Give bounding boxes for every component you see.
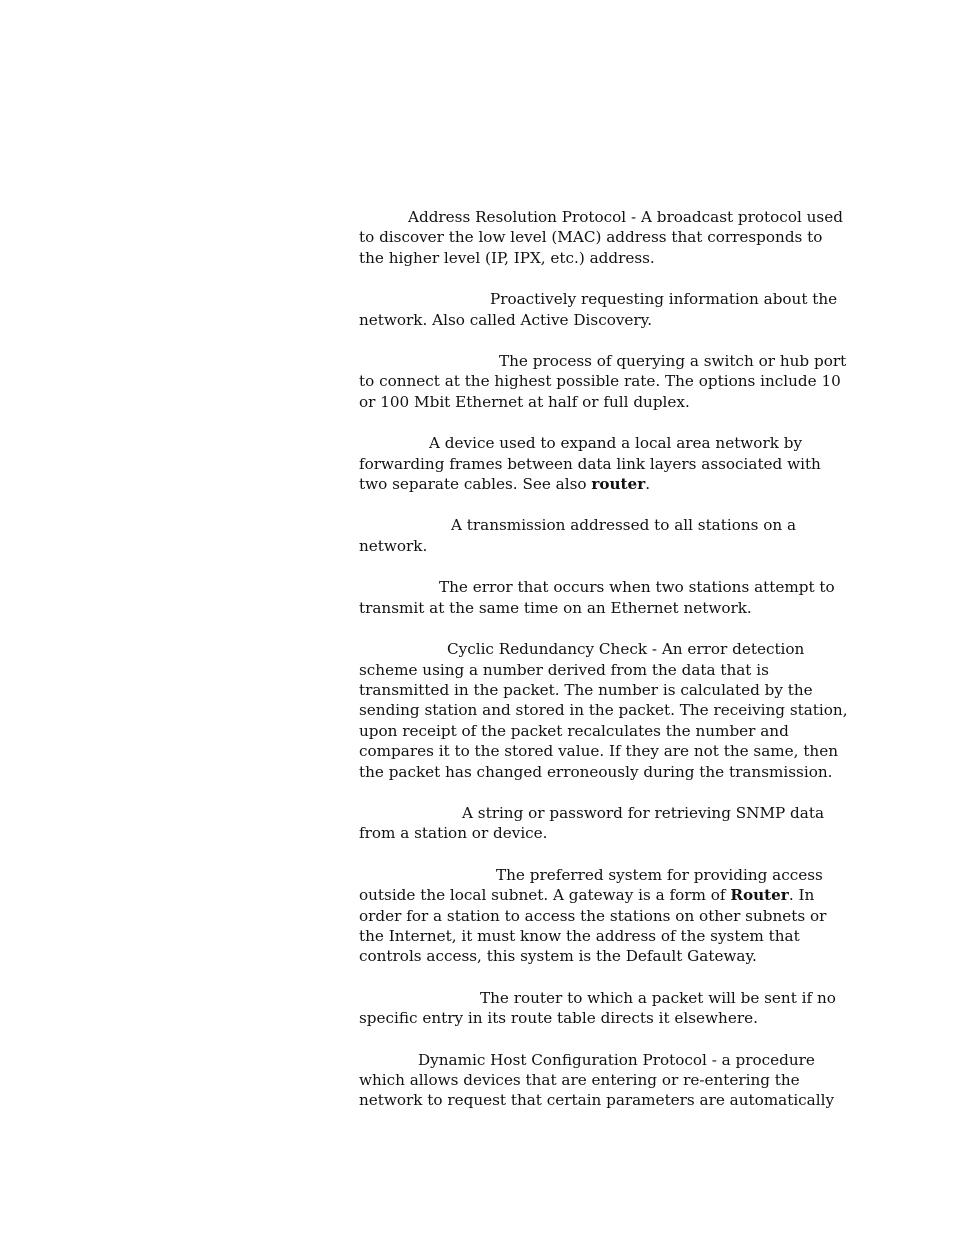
glossary-entry-auto-negotiation — [359, 351, 851, 412]
definition-text: Cyclic Redundancy Check - An error detection scheme using a number derived from the data that is transmitted in the packet. The number is calculated by the sending station and stored in the packet. The receiving station, upon receipt of the packet recalculates the number and compares it to the stored value. If they are not the same, then the packet has changed erroneously during the transmission. — [359, 640, 848, 781]
glossary-entry-broadcast — [359, 515, 851, 556]
definition-text: A transmission addressed to all stations on a network. — [359, 516, 797, 555]
cross-reference-router: router — [591, 475, 646, 494]
glossary-entry-default-gateway — [359, 865, 851, 967]
glossary-entry-default-route — [359, 988, 851, 1029]
definition-text-tail: . In order for a station to access the stations on other subnets or the Internet, it must know the address of the system that controls access, this system is the Default Gateway. — [359, 886, 827, 966]
definition-text: A string or password for retrieving SNMP data from a station or device. — [359, 803, 824, 843]
glossary-entry-arp — [359, 207, 851, 268]
glossary-entry-dhcp — [359, 1050, 851, 1111]
glossary-entry-active-discovery — [359, 289, 851, 330]
definition-text-tail: . — [645, 475, 651, 494]
definition-text: Proactively requesting information about the network. Also called Active Discovery. — [359, 290, 838, 329]
glossary-entry-crc — [359, 639, 851, 782]
definition-text: The process of querying a switch or hub port to connect at the highest possible rate. The options include 10 or 100 Mbit Ethernet at half or full duplex. — [359, 352, 847, 411]
definition-text: Dynamic Host Configuration Protocol - a procedure which allows devices that are entering or re-entering the network to request that certain parameters are automatically — [359, 1050, 835, 1110]
definition-text: A device used to expand a local area network by forwarding frames between data link layers associated with two separate cables. See also — [359, 434, 821, 494]
definition-text: The preferred system for providing access outside the local subnet. A gateway is a form of — [359, 865, 823, 905]
glossary-list — [359, 207, 851, 1132]
glossary-entry-collision — [359, 577, 851, 618]
definition-text: The router to which a packet will be sent if no specific entry in its route table directs it elsewhere. — [359, 988, 836, 1028]
definition-text: Address Resolution Protocol - A broadcast protocol used to discover the low level (MAC) address that corresponds to the higher level (IP, IPX, etc.) address. — [359, 208, 843, 267]
cross-reference-router: Router — [730, 886, 789, 905]
glossary-entry-bridge — [359, 433, 851, 494]
definition-text: The error that occurs when two stations attempt to transmit at the same time on an Ethernet network. — [359, 578, 835, 617]
glossary-entry-community-string — [359, 803, 851, 844]
